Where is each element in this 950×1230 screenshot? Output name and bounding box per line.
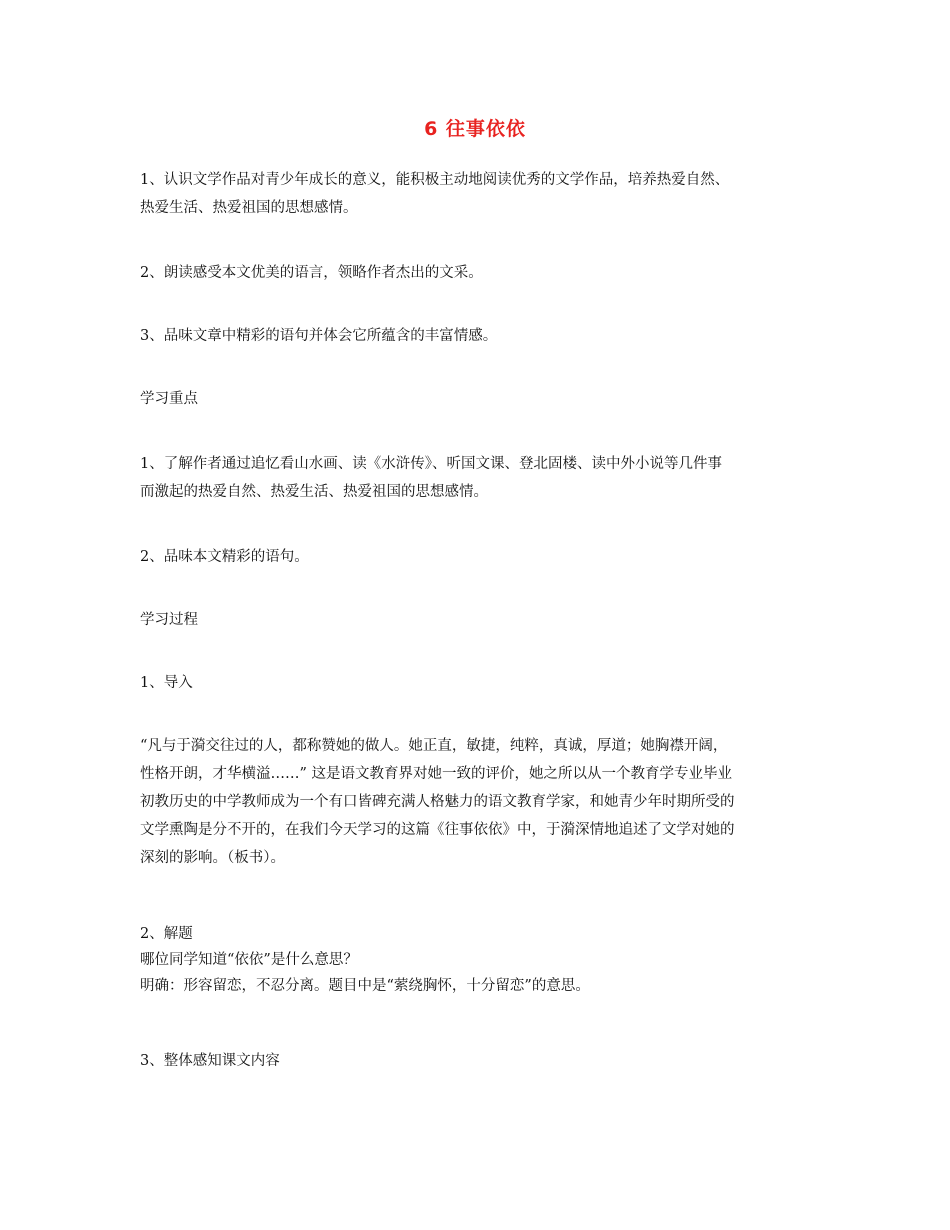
step-3-heading xyxy=(140,1047,815,1075)
intro-paragraph xyxy=(140,732,815,872)
text-line: 深刻的影响。（板书）。 xyxy=(140,850,285,866)
step-answer: 明确：形容留恋，不忍分离。题目中是“萦绕胸怀，十分留恋”的意思。 xyxy=(140,978,590,994)
key-point-2 xyxy=(140,543,815,571)
step-heading: 1、导入 xyxy=(140,675,193,691)
step-question: 哪位同学知道“依依”是什么意思？ xyxy=(140,952,358,968)
text-line: 而激起的热爱自然、热爱生活、热爱祖国的思想感情。 xyxy=(140,484,488,500)
text-line: 初教历史的中学教师成为一个有口皆碑充满人格魅力的语文教育学家，和她青少年时期所受的 xyxy=(140,794,735,810)
section-heading: 学习重点 xyxy=(140,391,198,407)
key-points-heading xyxy=(140,385,815,413)
step-heading: 2、解题 xyxy=(140,926,193,942)
step-2 xyxy=(140,921,815,999)
text-line: 性格开朗，才华横溢……” 这是语文教育界对她一致的评价，她之所以从一个教育学专业毕业 xyxy=(140,766,733,782)
objective-2 xyxy=(140,259,815,287)
objective-3 xyxy=(140,322,815,350)
section-heading: 学习过程 xyxy=(140,612,198,628)
step-heading: 3、整体感知课文内容 xyxy=(140,1053,280,1069)
objective-1 xyxy=(140,166,815,222)
key-point-1 xyxy=(140,450,815,506)
text-line: “凡与于漪交往过的人，都称赞她的做人。她正直，敏捷，纯粹，真诚，厚道；她胸襟开阔， xyxy=(140,738,728,754)
page-title: 6 往事依依 xyxy=(424,118,526,140)
text-line: 1、了解作者通过追忆看山水画、读《水浒传》、听国文课、登北固楼、读中外小说等几件事 xyxy=(140,456,722,472)
text-line: 热爱生活、热爱祖国的思想感情。 xyxy=(140,200,358,216)
process-heading xyxy=(140,606,815,634)
text-line: 2、朗读感受本文优美的语言，领略作者杰出的文采。 xyxy=(140,265,483,281)
step-1-heading xyxy=(140,669,815,697)
text-line: 3、品味文章中精彩的语句并体会它所蕴含的丰富情感。 xyxy=(140,328,498,344)
text-line: 1、认识文学作品对青少年成长的意义，能积极主动地阅读优秀的文学作品，培养热爱自然、 xyxy=(140,172,730,188)
text-line: 2、品味本文精彩的语句。 xyxy=(140,549,309,565)
text-line: 文学熏陶是分不开的，在我们今天学习的这篇《往事依依》中，于漪深情地追述了文学对她的 xyxy=(140,822,735,838)
